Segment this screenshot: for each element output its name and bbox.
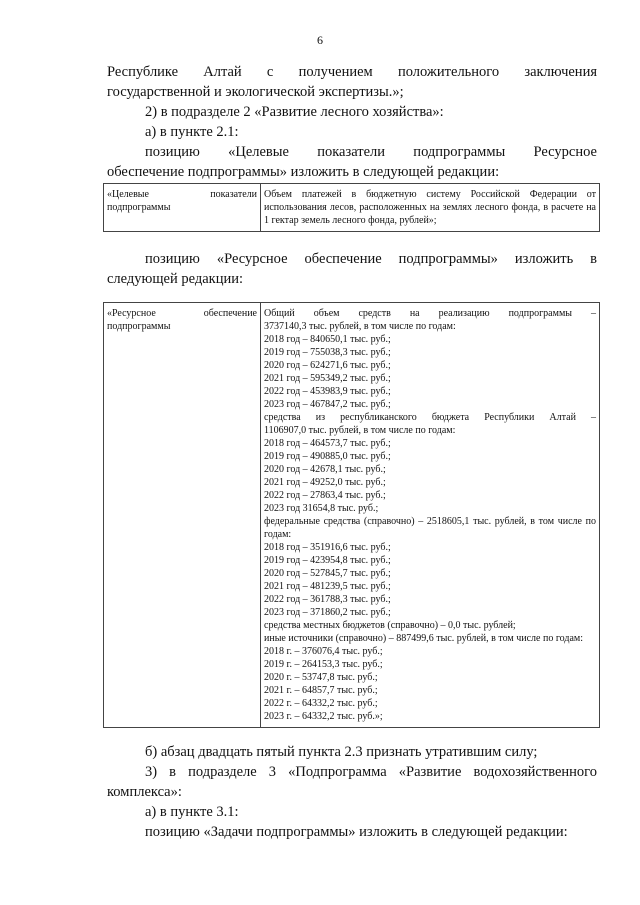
year-line: 2022 г. – 64332,2 тыс. руб.; [264, 698, 378, 709]
republic-line-2: 1106907,0 тыс. рублей, в том числе по годам: [264, 425, 456, 436]
year-line: 2019 год – 755038,3 тыс. руб.; [264, 347, 391, 358]
local-funds-text: средства местных бюджетов (справочно) – 0,0 тыс. рублей; [264, 620, 516, 631]
item-3-line-2: комплекса»: [107, 784, 182, 800]
year-line: 2019 г. – 264153,3 тыс. руб.; [264, 659, 383, 670]
year-line: 2019 год – 490885,0 тыс. руб.; [264, 451, 391, 462]
position-2-line-1: позицию «Ресурсное обеспечение подпрограммы» изложить в [145, 251, 597, 267]
item-2a-text-line-1: позицию «Целевые показатели подпрограммы Ресурсное [145, 144, 597, 160]
year-line: 2021 год – 49252,0 тыс. руб.; [264, 477, 386, 488]
year-line: 2018 год – 464573,7 тыс. руб.; [264, 438, 391, 449]
intro-line-1: Республике Алтай с получением положительного заключения [107, 64, 597, 80]
year-line: 2022 год – 453983,9 тыс. руб.; [264, 386, 391, 397]
table-label-cell [104, 184, 261, 232]
table-content-cell [261, 184, 600, 232]
year-line: 2020 г. – 53747,8 тыс. руб.; [264, 672, 378, 683]
year-line: 2023 г. – 64332,2 тыс. руб.»; [264, 711, 383, 722]
year-line: 2022 год – 361788,3 тыс. руб.; [264, 594, 391, 605]
year-line: 2020 год – 42678,1 тыс. руб.; [264, 464, 386, 475]
year-line: 2023 год 31654,8 тыс. руб.; [264, 503, 379, 514]
table-label-line: «Целевые показатели [107, 189, 257, 200]
item-3a-text: позицию «Задачи подпрограммы» изложить в следующей редакции: [145, 824, 568, 840]
target-indicators-table [103, 183, 600, 232]
year-line: 2021 г. – 64857,7 тыс. руб.; [264, 685, 378, 696]
table-content-cell [261, 303, 600, 728]
item-2a-text-line-2: обеспечение подпрограммы» изложить в следующей редакции: [107, 164, 500, 180]
other-sources-text: иные источники (справочно) – 887499,6 тыс. рублей, в том числе по годам: [264, 633, 584, 644]
republic-line-1: средства из республиканского бюджета Республики Алтай – [264, 412, 596, 423]
table-content-text: Объем платежей в бюджетную систему Российской Федерации от использования лесов, расположенных на землях лесного фонда, в расчете на 1 гектар земель лесного фонда, рублей»; [264, 189, 596, 226]
year-line: 2020 год – 527845,7 тыс. руб.; [264, 568, 391, 579]
table-label-line: подпрограммы [107, 202, 171, 213]
item-2a-heading: а) в пункте 2.1: [145, 124, 239, 140]
intro-line-2: государственной и экологической экспертизы.»; [107, 84, 404, 100]
total-line-1: Общий объем средств на реализацию подпрограммы – [264, 308, 596, 319]
year-line: 2019 год – 423954,8 тыс. руб.; [264, 555, 391, 566]
year-line: 2020 год – 624271,6 тыс. руб.; [264, 360, 391, 371]
table-label-line: «Ресурсное обеспечение [107, 308, 257, 319]
table-row [104, 303, 600, 728]
page-number: 6 [317, 33, 323, 47]
year-line: 2021 год – 481239,5 тыс. руб.; [264, 581, 391, 592]
item-3-line-1: 3) в подразделе 3 «Подпрограмма «Развитие водохозяйственного [145, 764, 597, 780]
year-line: 2022 год – 27863,4 тыс. руб.; [264, 490, 386, 501]
year-line: 2018 год – 351916,6 тыс. руб.; [264, 542, 391, 553]
item-2-heading: 2) в подразделе 2 «Развитие лесного хозяйства»: [145, 104, 444, 120]
federal-funds-text: федеральные средства (справочно) – 2518605,1 тыс. рублей, в том числе по годам: [264, 516, 596, 540]
year-line: 2018 год – 840650,1 тыс. руб.; [264, 334, 391, 345]
year-line: 2021 год – 595349,2 тыс. руб.; [264, 373, 391, 384]
resource-provision-table [103, 302, 600, 728]
item-2b: б) абзац двадцать пятый пункта 2.3 признать утратившим силу; [145, 744, 538, 760]
year-line: 2023 год – 371860,2 тыс. руб.; [264, 607, 391, 618]
table-label-cell [104, 303, 261, 728]
table-row [104, 184, 600, 232]
item-3a-heading: а) в пункте 3.1: [145, 804, 239, 820]
table-label-line: подпрограммы [107, 321, 171, 332]
position-2-line-2: следующей редакции: [107, 271, 244, 287]
total-line-2: 3737140,3 тыс. рублей, в том числе по годам: [264, 321, 456, 332]
year-line: 2023 год – 467847,2 тыс. руб.; [264, 399, 391, 410]
year-line: 2018 г. – 376076,4 тыс. руб.; [264, 646, 383, 657]
